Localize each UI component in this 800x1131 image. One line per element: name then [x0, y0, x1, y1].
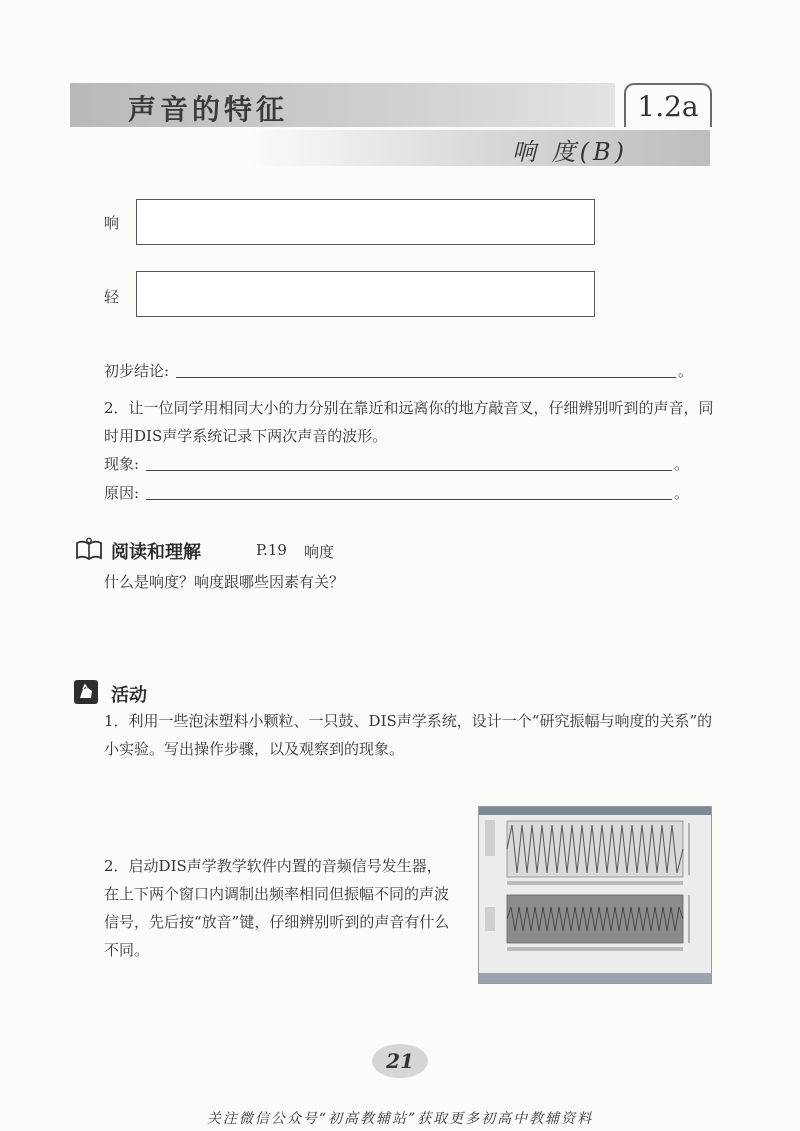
reading-topic: 响度	[304, 543, 335, 561]
end-mark: 。	[678, 362, 694, 380]
end-mark: 。	[674, 455, 690, 473]
reading-page-ref: P.19	[256, 541, 287, 559]
book-icon	[74, 537, 104, 565]
reason-line[interactable]	[146, 499, 672, 500]
answer-box-soft[interactable]	[136, 271, 595, 317]
phenomenon-line[interactable]	[146, 470, 672, 471]
footer-note: 关注微信公众号“初高教辅站”获取更多初高中教辅资料	[206, 1111, 594, 1127]
page-title: 声音的特征	[128, 93, 289, 126]
page-subtitle: 响 度(B)	[512, 138, 628, 166]
answer-box-loud[interactable]	[136, 199, 595, 245]
subtitle-band	[250, 130, 710, 166]
section-code: 1.2a	[624, 83, 712, 127]
page-number: 21	[372, 1044, 428, 1078]
reading-heading: 阅读和理解	[111, 542, 201, 563]
end-mark: 。	[674, 484, 690, 502]
reading-question: 什么是响度？响度跟哪些因素有关？	[104, 573, 345, 591]
reason-label: 原因:	[104, 484, 140, 502]
activity-icon	[74, 680, 98, 704]
conclusion-label: 初步结论:	[104, 362, 170, 380]
phenomenon-label: 现象:	[104, 455, 140, 473]
question-2-text: 2．让一位同学用相同大小的力分别在靠近和远离你的地方敲音叉，仔细辨别听到的声音，同时用DIS声学系统记录下两次声音的波形。	[104, 399, 714, 445]
conclusion-line[interactable]	[176, 377, 676, 378]
box-label-soft: 轻	[104, 288, 120, 306]
software-screenshot	[478, 806, 712, 984]
box-label-loud: 响	[104, 214, 120, 232]
activity-heading: 活动	[111, 685, 147, 706]
activity-item-2: 2．启动DIS声学教学软件内置的音频信号发生器，在上下两个窗口内调制出频率相同但振幅不同的声波信号，先后按“放音”键，仔细辨别听到的声音有什么不同。	[104, 857, 450, 959]
activity-item-1: 1．利用一些泡沫塑料小颗粒、一只鼓、DIS声学系统，设计一个“研究振幅与响度的关系”的小实验。写出操作步骤，以及观察到的现象。	[104, 712, 713, 758]
